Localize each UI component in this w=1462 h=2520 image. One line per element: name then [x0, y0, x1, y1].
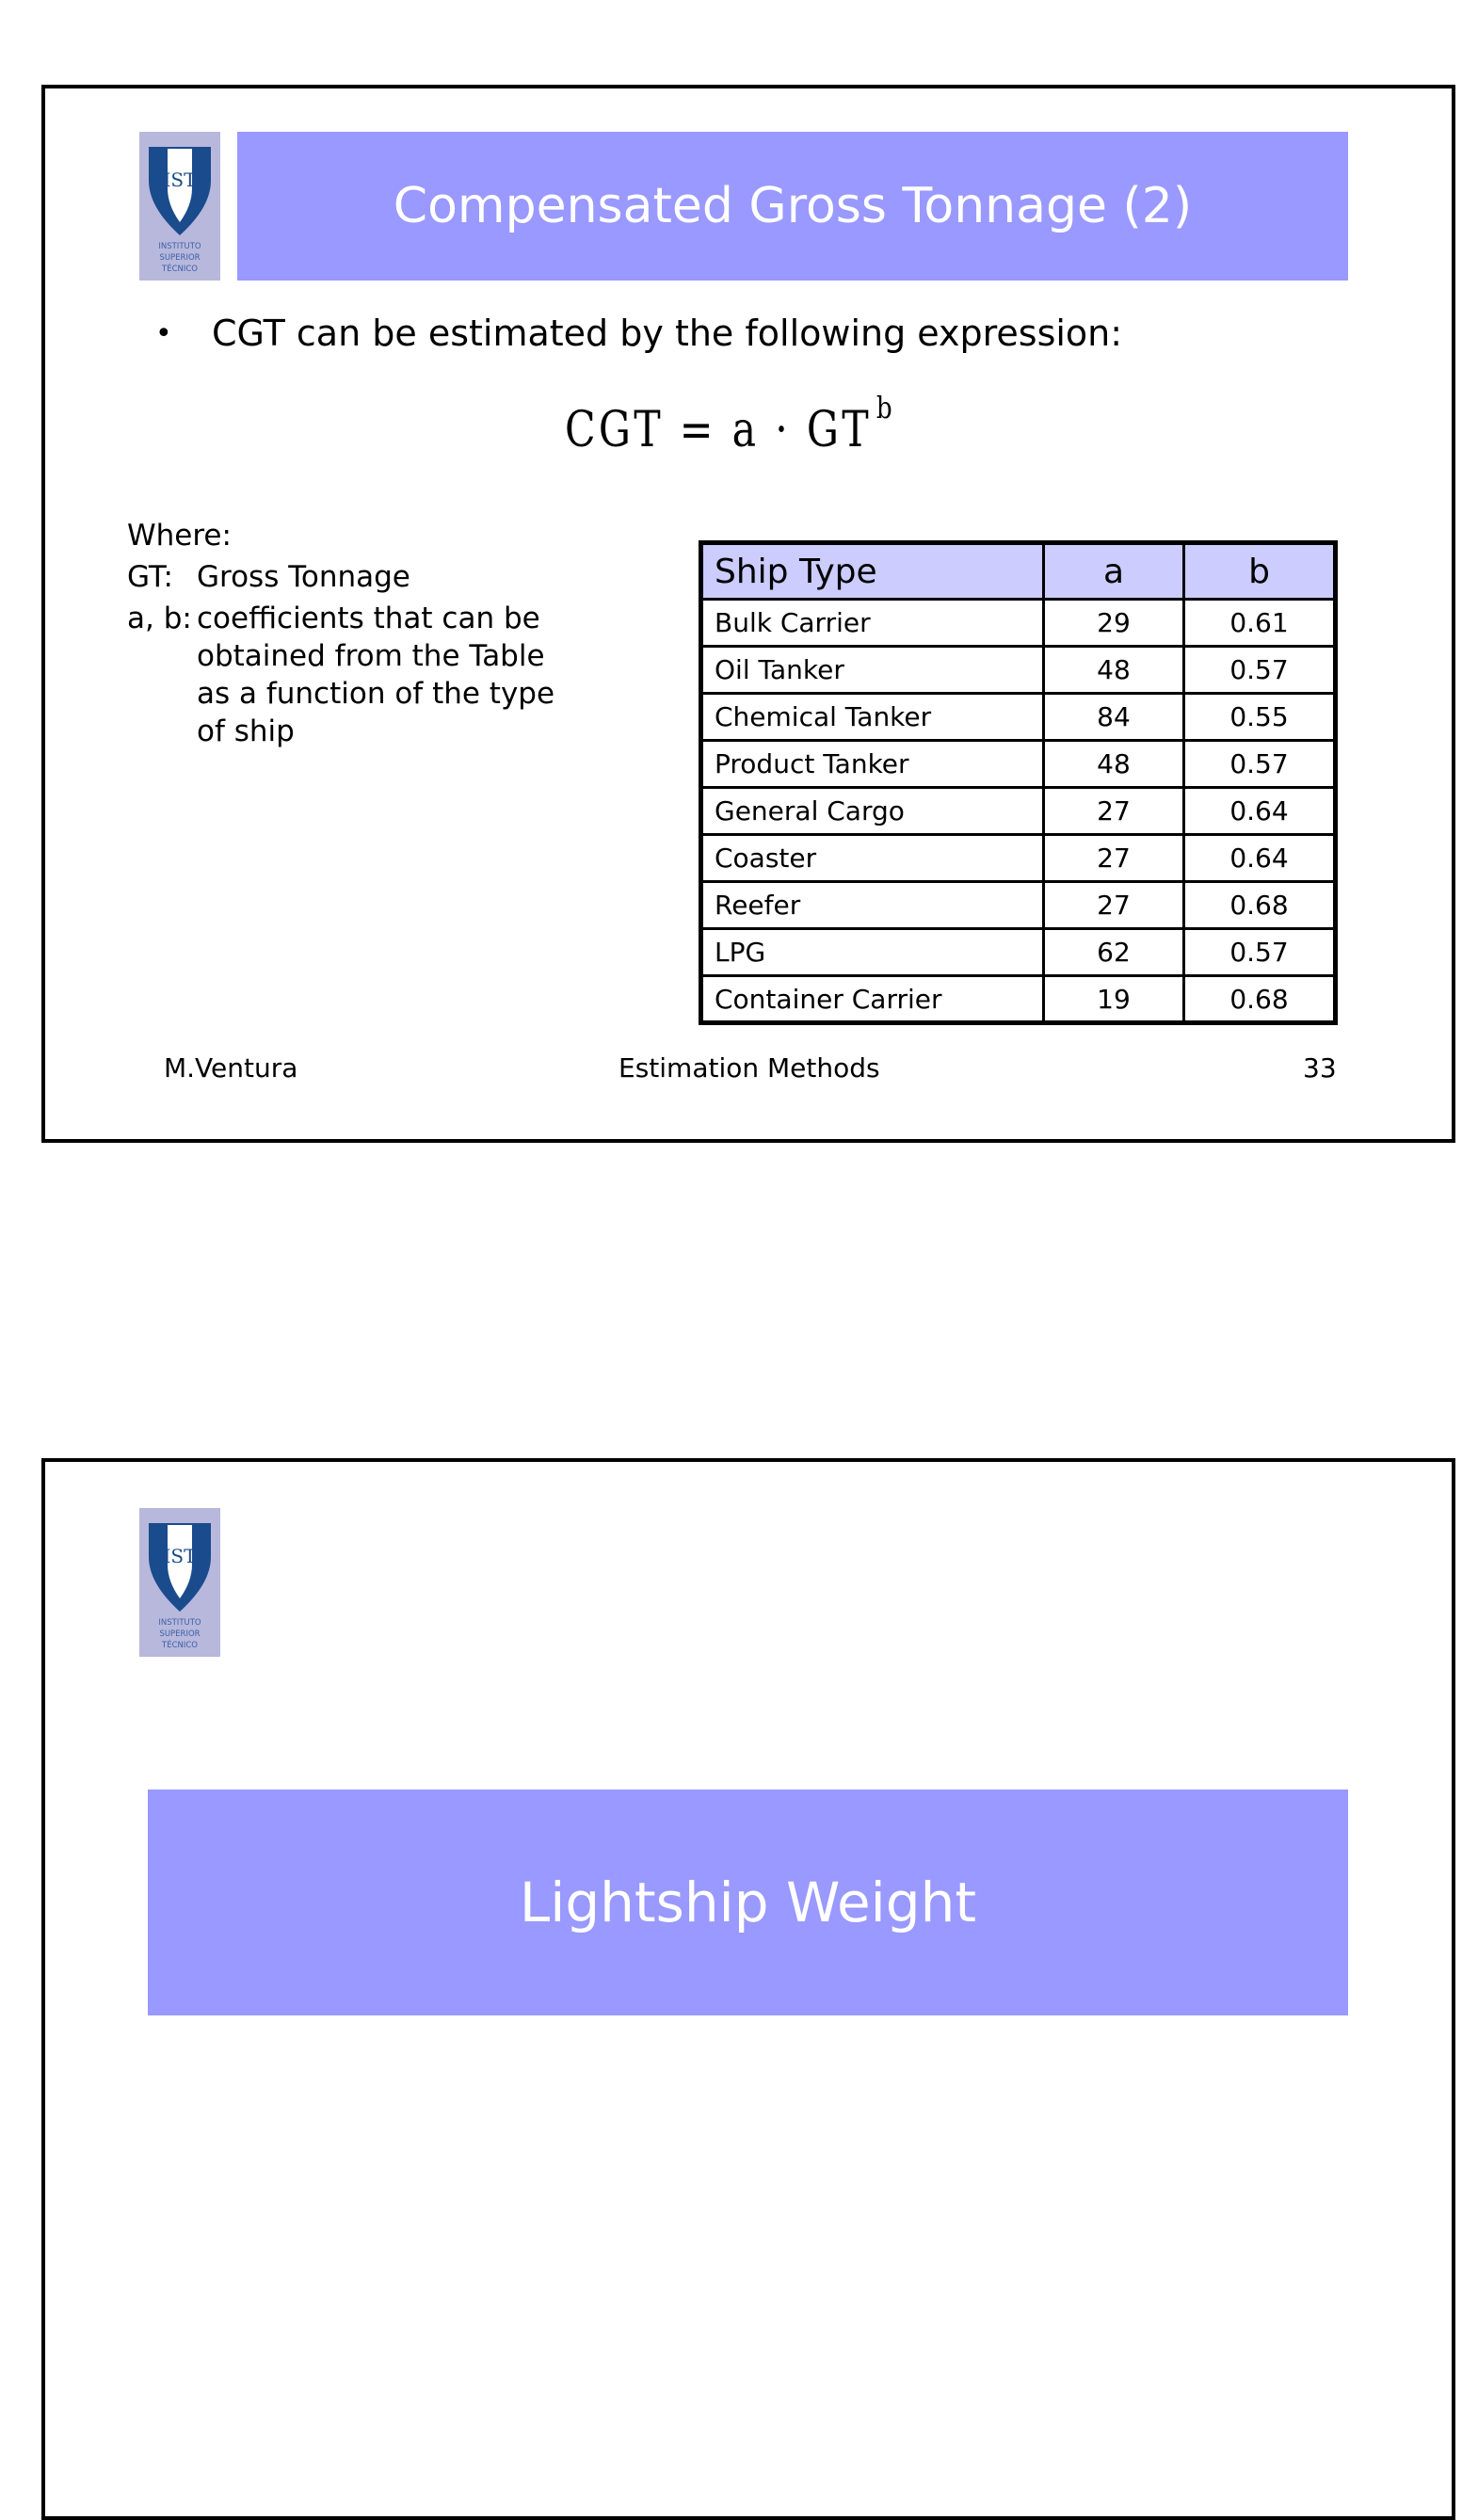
formula-rhs: a · GT — [731, 402, 872, 458]
section-title-banner — [148, 1790, 1348, 2015]
cell-a: 62 — [1044, 929, 1184, 976]
table-row — [701, 882, 1336, 929]
svg-text:IST: IST — [163, 169, 197, 191]
cell-ship-type: Coaster — [701, 835, 1044, 882]
cell-a: 27 — [1044, 835, 1184, 882]
definition-ab-continued: as a function of the type — [197, 677, 555, 711]
page-number: 33 — [1303, 1052, 1337, 1083]
slide-34 — [41, 1458, 1455, 2520]
footer-topic: Estimation Methods — [619, 1052, 880, 1083]
formula-exponent: b — [876, 390, 895, 425]
bullet-point — [155, 313, 1122, 354]
table-row — [701, 929, 1336, 976]
definition-key: a, b: — [127, 602, 192, 635]
ist-shield-icon — [139, 132, 220, 281]
table-row — [701, 647, 1336, 694]
definition-value: coefficients that can be — [197, 602, 540, 635]
cell-b: 0.57 — [1184, 929, 1336, 976]
svg-text:TÉCNICO: TÉCNICO — [162, 265, 198, 274]
cell-ship-type: Reefer — [701, 882, 1044, 929]
table-row — [701, 976, 1336, 1023]
cell-b: 0.68 — [1184, 882, 1336, 929]
formula-lhs: CGT — [565, 402, 664, 458]
cell-ship-type: LPG — [701, 929, 1044, 976]
cell-b: 0.64 — [1184, 788, 1336, 835]
svg-text:TÉCNICO: TÉCNICO — [162, 1641, 198, 1650]
cell-ship-type: Container Carrier — [701, 976, 1044, 1023]
ist-logo — [139, 132, 220, 281]
ist-shield-icon — [139, 1508, 220, 1657]
svg-text:SUPERIOR: SUPERIOR — [159, 1629, 201, 1639]
cell-b: 0.68 — [1184, 976, 1336, 1023]
cell-a: 19 — [1044, 976, 1184, 1023]
cell-ship-type: General Cargo — [701, 788, 1044, 835]
cell-b: 0.57 — [1184, 647, 1336, 694]
definition-ab-continued: of ship — [197, 714, 295, 748]
bullet-dot-icon: • — [155, 316, 172, 350]
table-header-row — [701, 543, 1336, 600]
column-header-b: b — [1184, 543, 1336, 600]
bullet-text: CGT can be estimated by the following expression: — [212, 313, 1123, 354]
column-header-a: a — [1044, 543, 1184, 600]
table-row — [701, 600, 1336, 647]
table-row — [701, 694, 1336, 741]
definition-ab — [127, 604, 554, 642]
cell-a: 48 — [1044, 741, 1184, 788]
cell-b: 0.55 — [1184, 694, 1336, 741]
formula-equals: = — [679, 402, 716, 458]
slide-title-banner — [237, 132, 1348, 281]
cell-b: 0.64 — [1184, 835, 1336, 882]
cell-a: 48 — [1044, 647, 1184, 694]
table-row — [701, 741, 1336, 788]
cell-a: 27 — [1044, 788, 1184, 835]
ship-coefficients-table — [699, 540, 1338, 1025]
cell-ship-type: Oil Tanker — [701, 647, 1044, 694]
cell-ship-type: Product Tanker — [701, 741, 1044, 788]
table-row — [701, 788, 1336, 835]
svg-text:IST: IST — [163, 1545, 197, 1567]
cell-b: 0.61 — [1184, 600, 1336, 647]
svg-text:INSTITUTO: INSTITUTO — [158, 1618, 201, 1628]
slide-title: Compensated Gross Tonnage (2) — [393, 178, 1193, 234]
cell-ship-type: Bulk Carrier — [701, 600, 1044, 647]
where-heading: Where: — [127, 519, 232, 553]
section-title: Lightship Weight — [519, 1870, 977, 1934]
cell-a: 29 — [1044, 600, 1184, 647]
definition-value: Gross Tonnage — [197, 560, 410, 594]
definition-key: GT: — [127, 560, 173, 594]
definition-gt — [127, 560, 554, 604]
table-row — [701, 835, 1336, 882]
definitions — [127, 519, 555, 755]
column-header-ship-type: Ship Type — [701, 543, 1044, 600]
cell-b: 0.57 — [1184, 741, 1336, 788]
definition-ab-continued: obtained from the Table — [197, 639, 545, 673]
cell-a: 84 — [1044, 694, 1184, 741]
ist-logo — [139, 1508, 220, 1657]
cell-a: 27 — [1044, 882, 1184, 929]
svg-text:SUPERIOR: SUPERIOR — [159, 253, 201, 263]
cell-ship-type: Chemical Tanker — [701, 694, 1044, 741]
cgt-formula — [565, 390, 895, 458]
svg-text:INSTITUTO: INSTITUTO — [158, 242, 201, 251]
footer-author: M.Ventura — [164, 1052, 298, 1083]
slide-33 — [41, 85, 1455, 1143]
